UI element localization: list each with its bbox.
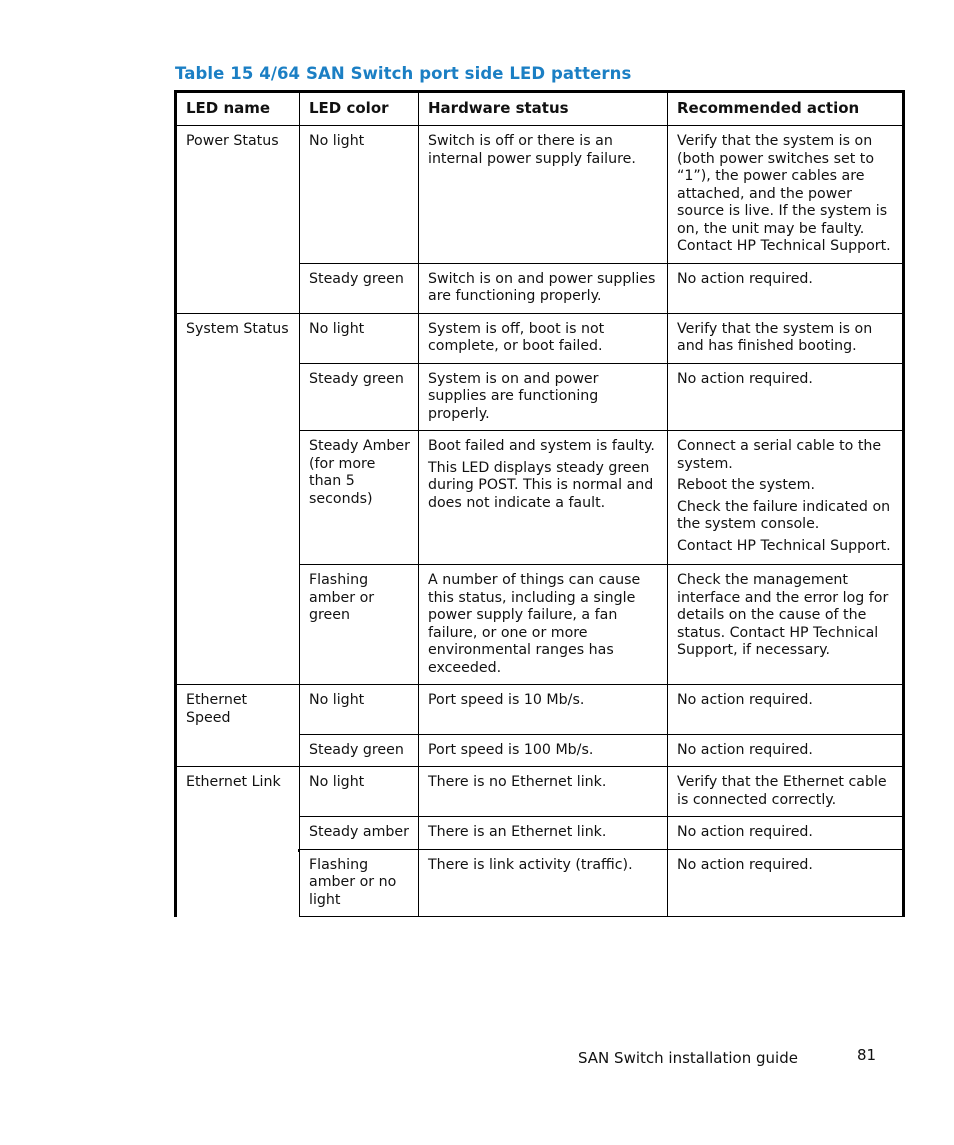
- table-row: [176, 849, 904, 917]
- cell-led-name: System Status: [176, 313, 300, 363]
- led-patterns-table: [174, 90, 905, 917]
- cell-hardware-status: [419, 263, 668, 313]
- table-caption: Table 15 4/64 SAN Switch port side LED patterns: [175, 64, 632, 83]
- cell-hardware-status: [419, 126, 668, 264]
- action-text: No action required.: [677, 692, 813, 708]
- cell-recommended-action: [668, 431, 904, 565]
- action-text: Verify that the Ethernet cable is connected correctly.: [677, 774, 887, 808]
- table-row: [176, 126, 904, 264]
- action-text: No action required.: [677, 856, 813, 873]
- cell-led-color: Steady amber: [300, 817, 419, 850]
- cell-led-name: [176, 849, 300, 917]
- action-text: Check the failure indicated on the system console.: [677, 498, 891, 532]
- cell-recommended-action: [668, 565, 904, 685]
- cell-led-color: Flashing amber or no light: [300, 849, 419, 917]
- cell-led-color: Flashing amber or green: [300, 565, 419, 685]
- cell-led-name: [176, 565, 300, 685]
- table-row: [176, 767, 904, 817]
- cell-hardware-status: [419, 767, 668, 817]
- header-led-color: LED color: [300, 92, 419, 126]
- cell-recommended-action: [668, 313, 904, 363]
- cell-led-color: No light: [300, 126, 419, 264]
- footer-doc-title: SAN Switch installation guide: [578, 1049, 798, 1067]
- action-text: No action required.: [677, 270, 813, 287]
- cell-recommended-action: [668, 685, 904, 735]
- action-text: Verify that the system is on (both power switches set to “1”), the power cables are attached, and the power source is live. If the system is on, the unit may be faulty. Contact HP Technical Support.: [677, 133, 891, 254]
- status-text: Port speed is 10 Mb/s.: [428, 692, 585, 708]
- column-divider-tail: [298, 849, 299, 852]
- cell-hardware-status: [419, 565, 668, 685]
- cell-hardware-status: [419, 363, 668, 431]
- cell-hardware-status: [419, 849, 668, 917]
- table-row: [176, 263, 904, 313]
- table-row: [176, 313, 904, 363]
- column-divider-tail: [418, 849, 419, 852]
- status-text: Switch is off or there is an internal power supply failure.: [428, 133, 636, 167]
- status-text: System is off, boot is not complete, or boot failed.: [428, 320, 605, 354]
- cell-recommended-action: [668, 817, 904, 850]
- cell-led-name: [176, 817, 300, 850]
- table-row: [176, 363, 904, 431]
- column-divider-tail: [667, 849, 668, 852]
- table-row: [176, 817, 904, 850]
- action-text: Check the management interface and the error log for details on the cause of the status. Contact HP Technical Support, if necessary.: [677, 572, 889, 658]
- cell-hardware-status: [419, 734, 668, 767]
- cell-led-name: Power Status: [176, 126, 300, 264]
- cell-hardware-status: [419, 431, 668, 565]
- cell-recommended-action: [668, 363, 904, 431]
- cell-led-color: No light: [300, 313, 419, 363]
- status-text: A number of things can cause this status, including a single power supply failure, a fan failure, or one or more environmental ranges has exceeded.: [428, 572, 641, 676]
- status-text: System is on and power supplies are functioning properly.: [428, 370, 599, 422]
- header-recommended-action: Recommended action: [668, 92, 904, 126]
- action-text: Contact HP Technical Support.: [677, 537, 891, 554]
- action-text: Reboot the system.: [677, 477, 815, 493]
- cell-recommended-action: [668, 849, 904, 917]
- cell-hardware-status: [419, 817, 668, 850]
- cell-led-name: [176, 263, 300, 313]
- cell-recommended-action: [668, 126, 904, 264]
- cell-recommended-action: [668, 263, 904, 313]
- cell-led-color: Steady green: [300, 263, 419, 313]
- cell-led-name: Ethernet Link: [176, 767, 300, 817]
- cell-led-color: Steady Amber (for more than 5 seconds): [300, 431, 419, 565]
- cell-led-name: [176, 734, 300, 767]
- status-text: There is link activity (traffic).: [428, 856, 633, 873]
- status-text: Port speed is 100 Mb/s.: [428, 741, 594, 758]
- cell-led-color: No light: [300, 767, 419, 817]
- header-led-name: LED name: [176, 92, 300, 126]
- action-text: Verify that the system is on and has finished booting.: [677, 320, 873, 354]
- status-text: Switch is on and power supplies are functioning properly.: [428, 270, 656, 304]
- footer-page-number: 81: [857, 1046, 877, 1064]
- cell-recommended-action: [668, 767, 904, 817]
- cell-led-color: No light: [300, 685, 419, 735]
- status-text: Boot failed and system is faulty.: [428, 438, 655, 454]
- header-hardware-status: Hardware status: [419, 92, 668, 126]
- cell-led-color: Steady green: [300, 363, 419, 431]
- cell-hardware-status: [419, 313, 668, 363]
- action-text: No action required.: [677, 741, 813, 758]
- cell-led-name: [176, 363, 300, 431]
- action-text: No action required.: [677, 824, 813, 840]
- table-row: [176, 685, 904, 735]
- table-row: [176, 734, 904, 767]
- cell-led-color: Steady green: [300, 734, 419, 767]
- status-text: This LED displays steady green during POST. This is normal and does not indicate a fault.: [428, 459, 654, 511]
- table-header-row: [176, 92, 904, 126]
- cell-led-name: [176, 431, 300, 565]
- action-text: No action required.: [677, 370, 813, 387]
- table-row: [176, 431, 904, 565]
- cell-recommended-action: [668, 734, 904, 767]
- cell-hardware-status: [419, 685, 668, 735]
- table-row: [176, 565, 904, 685]
- status-text: There is no Ethernet link.: [428, 774, 607, 790]
- cell-led-name: Ethernet Speed: [176, 685, 300, 735]
- action-text: Connect a serial cable to the system.: [677, 438, 882, 472]
- status-text: There is an Ethernet link.: [428, 824, 607, 840]
